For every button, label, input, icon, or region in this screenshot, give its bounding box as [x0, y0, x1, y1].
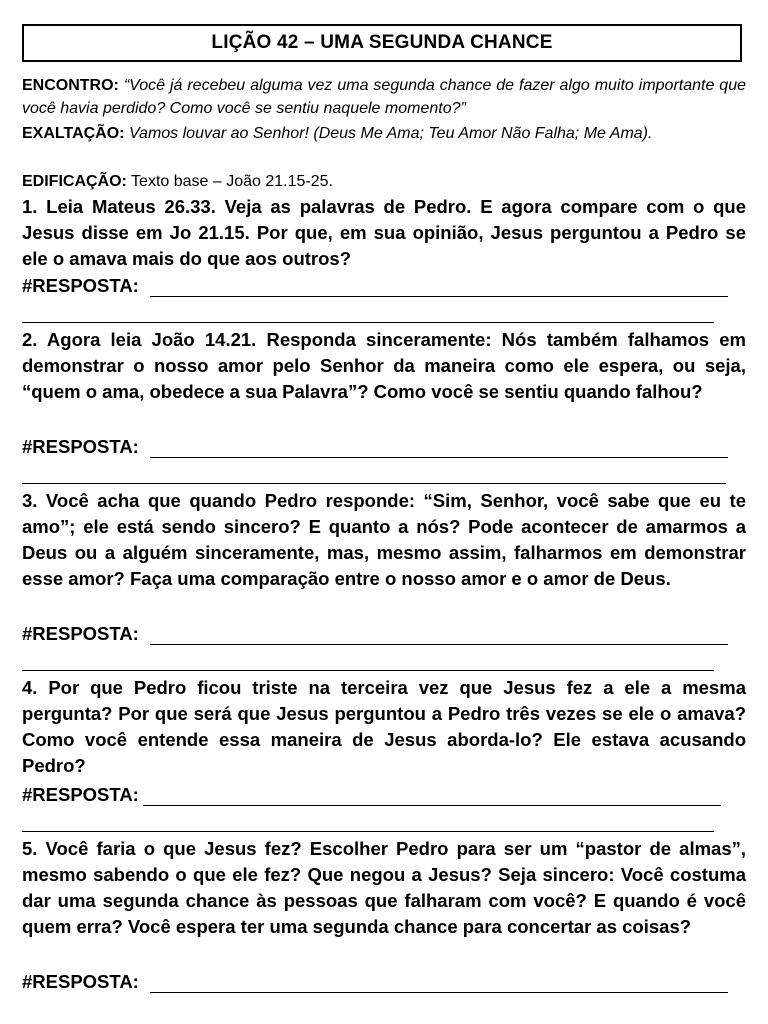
question-5: 5. Você faria o que Jesus fez? Escolher Pedro para ser um “pastor de almas”, mesmo sabendo o que ele fez? Que negou a Jesus? Seja sincero: Você costuma dar uma segunda chance às pessoas que falharam com você? E quando é você quem erra? Você espera ter uma segunda chance para concertar as coisas?	[22, 838, 746, 937]
answer-line-4b[interactable]	[22, 831, 714, 832]
answer-line-1a[interactable]	[150, 296, 728, 297]
response-label-4: #RESPOSTA:	[22, 784, 139, 805]
edificacao-label: EDIFICAÇÃO:	[22, 173, 127, 190]
response-label-1: #RESPOSTA:	[22, 275, 139, 296]
response-label-5: #RESPOSTA:	[22, 971, 139, 992]
exaltacao-section	[22, 122, 746, 145]
answer-line-3b[interactable]	[22, 670, 714, 671]
answer-line-5a[interactable]	[150, 992, 728, 993]
question-1: 1. Leia Mateus 26.33. Veja as palavras de Pedro. E agora compare com o que Jesus disse em Jo 21.15. Por que, em sua opinião, Jesus perguntou a Pedro se ele o amava mais do que aos outros?	[22, 196, 746, 269]
question-3: 3. Você acha que quando Pedro responde: “Sim, Senhor, você sabe que eu te amo”; ele está sendo sincero? E quanto a nós? Pode acontecer de amarmos a Deus ou a alguém sinceramente, mas, mesmo assim, falharmos em demonstrar esse amor? Faça uma comparação entre o nosso amor e o amor de Deus.	[22, 490, 746, 589]
question-2: 2. Agora leia João 14.21. Responda sinceramente: Nós também falhamos em demonstrar o nosso amor pelo Senhor da maneira como ele espera, ou seja, “quem o ama, obedece a sua Palavra”? Como você se sentiu quando falhou?	[22, 329, 746, 402]
question-4: 4. Por que Pedro ficou triste na terceira vez que Jesus fez a ele a mesma pergunta? Por que será que Jesus perguntou a Pedro três vezes se ele o amava? Como você entende essa maneira de Jesus aborda-lo? Ele estava acusando Pedro?	[22, 677, 746, 776]
lesson-title-text: LIÇÃO 42 – UMA SEGUNDA CHANCE	[211, 32, 553, 53]
answer-line-4a[interactable]	[143, 805, 721, 806]
answer-line-2b[interactable]	[22, 483, 726, 484]
edificacao-section	[22, 170, 746, 193]
exaltacao-label: EXALTAÇÃO:	[22, 125, 125, 142]
encontro-label: ENCONTRO:	[22, 77, 119, 94]
answer-line-2a[interactable]	[150, 457, 728, 458]
exaltacao-text: Vamos louvar ao Senhor! (Deus Me Ama; Teu Amor Não Falha; Me Ama).	[128, 125, 653, 142]
answer-line-1b[interactable]	[22, 322, 714, 323]
lesson-title	[22, 24, 742, 62]
response-label-3: #RESPOSTA:	[22, 623, 139, 644]
answer-line-3a[interactable]	[150, 644, 728, 645]
edificacao-text: Texto base – João 21.15-25.	[131, 173, 333, 190]
encontro-text: “Você já recebeu alguma vez uma segunda chance de fazer algo muito importante que você havia perdido? Como você se sentiu naquele momento?”	[22, 77, 746, 117]
encontro-section	[22, 74, 746, 120]
response-label-2: #RESPOSTA:	[22, 436, 139, 457]
